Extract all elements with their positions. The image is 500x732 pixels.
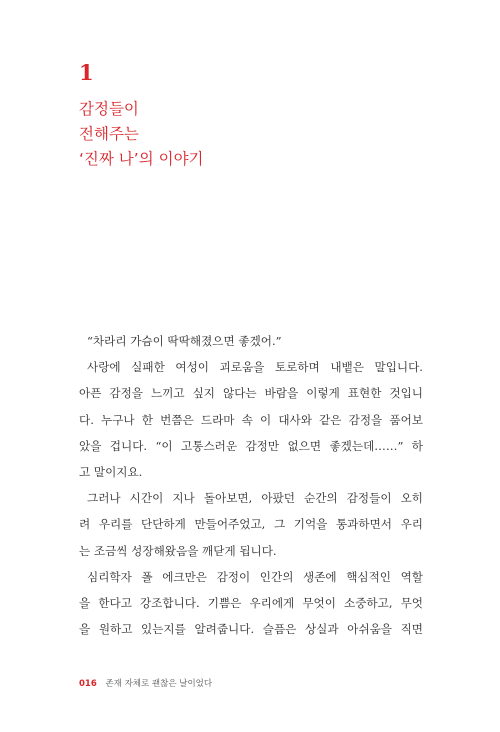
body-line: 고 말이지요. bbox=[79, 465, 143, 480]
body-line: 아픈 감정을 느끼고 싶지 않다는 바람을 이렇게 표현한 것입니 bbox=[79, 386, 423, 401]
page-number: 016 bbox=[79, 679, 97, 689]
body-line: “차라리 가슴이 딱딱해졌으면 좋겠어.” bbox=[87, 334, 282, 348]
body-line: 사랑에 실패한 여성이 괴로움을 토로하며 내뱉은 말입니다. bbox=[87, 360, 423, 375]
chapter-title-line: 감정들이 bbox=[79, 100, 139, 118]
running-title: 존재 자체로 괜찮은 날이었다 bbox=[105, 679, 213, 689]
body-line: 려 우리를 단단하게 만들어주었고, 그 기억을 통과하면서 우리 bbox=[79, 517, 423, 532]
body-line: 그러나 시간이 지나 돌아보면, 아팠던 순간의 감정들이 오히 bbox=[87, 491, 423, 506]
chapter-title-line: 전해주는 bbox=[79, 125, 139, 143]
body-line: 을 한다고 강조합니다. 기쁨은 우리에게 무엇이 소중하고, 무엇 bbox=[79, 596, 423, 611]
body-line: 을 원하고 있는지를 알려줍니다. 슬픔은 상실과 아쉬움을 직면 bbox=[79, 622, 423, 637]
page-footer bbox=[79, 677, 212, 689]
body-line: 심리학자 폴 에크만은 감정이 인간의 생존에 핵심적인 역할 bbox=[87, 569, 423, 584]
chapter-title-line: ‘진짜 나’의 이야기 bbox=[79, 150, 204, 168]
body-line: 는 조금씩 성장해왔음을 깨닫게 됩니다. bbox=[79, 543, 277, 558]
chapter-title bbox=[79, 97, 204, 172]
body-text bbox=[79, 328, 423, 642]
chapter-number: 1 bbox=[79, 60, 94, 85]
body-line: 았을 겁니다. “이 고통스러운 감정만 없으면 좋겠는데……” 하 bbox=[79, 438, 423, 453]
body-line: 다. 누구나 한 번쯤은 드라마 속 이 대사와 같은 감정을 품어보 bbox=[79, 412, 423, 427]
